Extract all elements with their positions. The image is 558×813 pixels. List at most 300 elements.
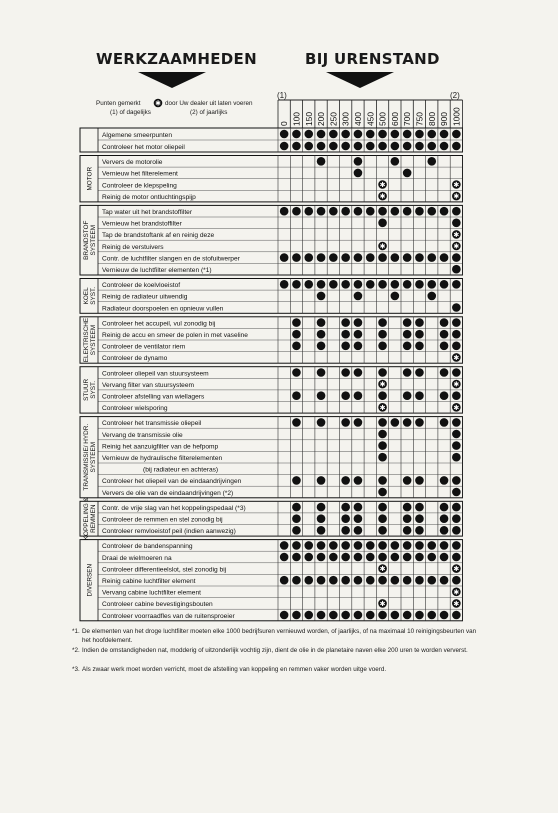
dot-mark [415,207,424,216]
dot-mark [280,541,289,550]
dot-mark [452,553,461,562]
task-label: Controleer wielsporing [102,405,168,413]
table-row [102,564,461,573]
dot-mark [427,207,436,216]
dot-mark [317,130,326,139]
table-row [102,611,461,620]
task-label: Controleer de dynamo [102,355,168,363]
hour-label-1000: 1000 [451,107,462,126]
task-label: Reinig de accu en smeer de polen in met vaseline [102,332,248,339]
dot-mark [452,219,461,228]
dot-mark [440,391,449,400]
dot-mark [354,391,363,400]
dot-mark [415,553,424,562]
dot-mark [452,391,461,400]
dot-mark [403,541,412,550]
dot-mark [391,292,400,301]
dot-mark [427,611,436,620]
dot-mark [391,142,400,151]
task-label: Vervang filter van stuursysteem [102,381,194,389]
dot-mark [452,488,461,497]
dot-mark [317,391,326,400]
dot-mark [403,503,412,512]
dot-mark [415,476,424,485]
table-row [102,441,461,450]
dot-mark [354,541,363,550]
dot-mark [452,503,461,512]
dot-mark [317,142,326,151]
dot-mark [427,280,436,289]
dot-mark [427,292,436,301]
group-transmissie-hydr-systeem [80,417,463,498]
dot-mark [403,280,412,289]
footnote-text: Indien de omstandigheden nat, modderig of uitzonderlijk vochtig zijn, dient de olie in de planetaire naven elke 200 uren te worden ververst. [82,647,468,655]
dot-mark [304,541,313,550]
task-label: Vernieuw het brandstoffilter [102,220,182,228]
dot-mark [378,280,387,289]
dot-mark [403,207,412,216]
dot-mark [378,526,387,535]
dot-mark [354,611,363,620]
table-row [102,318,461,327]
dot-mark [403,330,412,339]
task-label: Vervang de transmissie olie [102,431,183,439]
dot-mark [415,576,424,585]
table-row [102,476,461,485]
dot-mark [341,526,350,535]
table-row [102,353,461,362]
table-row [102,599,461,608]
dot-mark [391,553,400,562]
dot-mark [378,368,387,377]
dot-mark [415,503,424,512]
table-row [102,242,461,251]
dot-mark [415,330,424,339]
dot-mark [440,418,449,427]
task-label: Tap water uit het brandstoffilter [102,209,193,216]
dot-mark [304,130,313,139]
group-label: KOEL [83,287,90,305]
dot-mark [329,207,338,216]
task-label: Vernieuw de luchtfilter elementen (*1) [102,267,212,274]
dot-mark [378,253,387,262]
dot-mark [317,318,326,327]
footnote-mark: *3. [72,666,80,674]
dot-mark [427,157,436,166]
task-label: Controleer differentieelslot, stel zonodig bij [102,566,227,574]
dot-mark [354,418,363,427]
task-label: Controleer de klepspeling [102,182,177,190]
hour-label-700: 700 [402,112,413,126]
table-row [102,219,461,228]
dot-mark [317,526,326,535]
task-label: Controleer voorraadfles van de ruitensproeier [102,612,235,620]
dot-mark [452,207,461,216]
dot-mark [378,514,387,523]
dot-mark [440,541,449,550]
dot-mark [452,303,461,312]
dot-mark [415,280,424,289]
dot-mark [280,280,289,289]
dot-mark [452,265,461,274]
dot-mark [304,253,313,262]
dot-mark [292,207,301,216]
footnote [72,628,482,645]
dot-mark [341,418,350,427]
dot-mark [354,130,363,139]
dot-mark [452,441,461,450]
star-icon: ✱ [453,181,460,190]
dot-mark [366,541,375,550]
dot-mark [452,342,461,351]
table-row [102,418,461,427]
task-label: Controleer afstelling van wiellagers [102,393,205,401]
dot-mark [452,253,461,262]
dot-mark [452,476,461,485]
star-icon: ✱ [379,600,386,608]
task-label: Contr. de luchtfilter slangen en de stofuitwerper [102,255,240,263]
dot-mark [304,611,313,620]
dot-mark [292,391,301,400]
dot-mark [329,280,338,289]
dot-mark [354,553,363,562]
marker-2: (2) [450,91,460,100]
dot-mark [329,541,338,550]
dot-mark [317,280,326,289]
dot-mark [317,576,326,585]
group-label: SYSTEEM [90,224,97,256]
table-row [102,430,461,439]
dot-mark [354,292,363,301]
group-label: ELEKTRISCHE [83,317,90,363]
table-row [102,207,461,216]
dot-mark [354,280,363,289]
dot-mark [415,253,424,262]
dot-mark [391,130,400,139]
dot-mark [329,253,338,262]
dot-mark [341,391,350,400]
dot-mark [341,476,350,485]
dot-mark [403,576,412,585]
dot-mark [366,280,375,289]
task-label: Controleer de remmen en stel zonodig bij [102,516,223,524]
dot-mark [378,330,387,339]
dot-mark [354,476,363,485]
dot-mark [391,207,400,216]
dot-mark [415,391,424,400]
dot-mark [354,318,363,327]
dot-mark [341,514,350,523]
task-label: Ververs de olie van de eindaandrijvingen (*2) [102,489,234,497]
dot-mark [440,142,449,151]
dot-mark [341,342,350,351]
footnote-mark: *1. [72,628,80,636]
star-icon: ✱ [453,380,460,389]
group-koppeling-remmen [80,496,463,540]
dot-mark [440,476,449,485]
dot-mark [354,207,363,216]
star-icon: ✱ [379,380,386,389]
table-row [102,157,436,166]
group-label: SYSTEEM [90,441,97,473]
table-row [102,391,461,400]
table-row [102,541,461,550]
dot-mark [354,253,363,262]
table-row [102,292,436,301]
task-label: Controleer oliepeil van stuursysteem [102,370,209,378]
dot-mark [403,368,412,377]
group-label: BRANDSTOF [83,220,90,260]
task-label: Controleer cabine bevestigingsbouten [102,601,213,609]
dot-mark [292,553,301,562]
dot-mark [329,576,338,585]
task-label: Algemene smeerpunten [102,132,173,139]
dot-mark [292,576,301,585]
dot-mark [378,207,387,216]
dot-mark [427,541,436,550]
dot-mark [440,526,449,535]
task-label: Controleer de koelvloeistof [102,282,181,290]
group-stuur-syst- [80,367,463,413]
dot-mark [403,169,412,178]
dot-mark [317,368,326,377]
star-icon: ✱ [453,565,460,574]
footnote-text: Als zwaar werk moet worden verricht, moet de afstelling van koppeling en remmen vaker worden uitge voerd. [82,666,387,674]
dot-mark [440,280,449,289]
group-label: KOPPELING & [83,497,90,541]
dot-mark [292,514,301,523]
star-icon: ✱ [453,242,460,251]
dot-mark [378,318,387,327]
dot-mark [415,526,424,535]
dot-mark [292,342,301,351]
dot-mark [440,503,449,512]
table-row [102,368,461,377]
dot-mark [378,611,387,620]
dot-mark [391,418,400,427]
dot-mark [304,576,313,585]
dot-mark [317,292,326,301]
dot-mark [403,342,412,351]
table-row [102,514,461,523]
dot-mark [440,553,449,562]
dot-mark [440,514,449,523]
dot-mark [341,318,350,327]
task-label: Contr. de vrije slag van het koppelingspedaal (*3) [102,504,246,512]
table-row [102,330,461,339]
footnote [72,666,482,674]
marker-1: (1) [277,91,287,100]
dot-mark [427,253,436,262]
dot-mark [280,253,289,262]
dot-mark [415,611,424,620]
dot-mark [280,142,289,151]
dot-mark [317,418,326,427]
hour-label-500: 500 [377,112,388,126]
dot-mark [366,207,375,216]
group-motor [80,156,463,202]
star-icon: ✱ [453,192,460,201]
table-row [102,453,461,462]
group-koel-syst- [80,279,463,314]
dot-mark [440,611,449,620]
dot-mark [317,157,326,166]
dot-mark [427,553,436,562]
dot-mark [403,476,412,485]
group-elektrische-systeem [80,317,463,363]
dot-mark [403,391,412,400]
dot-mark [292,130,301,139]
hour-label-300: 300 [340,112,351,126]
dot-mark [378,219,387,228]
dot-mark [341,553,350,562]
task-label: Reinig de radiateur uitwendig [102,293,188,301]
table-row [102,303,461,312]
dot-mark [378,418,387,427]
dot-mark [427,142,436,151]
group-label: REMMEN [90,504,97,533]
star-icon: ✱ [379,403,386,412]
star-icon: ✱ [379,192,386,201]
dot-mark [329,142,338,151]
hour-label-600: 600 [389,112,400,126]
dot-mark [403,318,412,327]
dot-mark [317,514,326,523]
dot-mark [391,157,400,166]
hour-label-250: 250 [328,112,339,126]
hour-label-800: 800 [426,112,437,126]
dot-mark [440,330,449,339]
header-werkzaamheden: WERKZAAMHEDEN [96,50,257,68]
star-icon: ✱ [379,242,386,251]
task-label: Controleer het accupeil, vul zonodig bij [102,320,216,328]
table-row [102,553,461,562]
star-icon: ✱ [379,565,386,574]
dot-mark [341,130,350,139]
dot-mark [304,553,313,562]
dot-mark [378,441,387,450]
hour-label-0: 0 [279,121,290,126]
dot-mark [452,368,461,377]
dot-mark [415,130,424,139]
dot-mark [292,142,301,151]
dot-mark [452,576,461,585]
dot-mark [292,541,301,550]
task-label: Vervang cabine luchtfilter element [102,589,201,597]
dot-mark [452,541,461,550]
dot-mark [378,541,387,550]
dot-mark [378,553,387,562]
table-row [102,503,461,512]
dot-mark [403,526,412,535]
hour-label-900: 900 [439,112,450,126]
dot-mark [440,253,449,262]
dot-mark [317,330,326,339]
dot-mark [452,130,461,139]
dot-mark [427,576,436,585]
task-label: Reinig de verstuivers [102,243,164,251]
dot-mark [354,514,363,523]
dot-mark [403,418,412,427]
dot-mark [317,253,326,262]
dot-mark [378,453,387,462]
dot-mark [292,611,301,620]
footnote [72,647,482,655]
table-row [102,403,461,412]
dot-mark [292,476,301,485]
task-label: Controleer het transmissie oliepeil [102,420,202,428]
dot-mark [304,142,313,151]
table-row [102,130,461,139]
table-row [102,169,411,178]
dot-mark [452,611,461,620]
legend-line2a: (1) of dagelijks [110,109,151,116]
dot-mark [304,280,313,289]
dot-mark [415,142,424,151]
group-brandstof-systeem [80,205,463,275]
dot-mark [378,342,387,351]
dot-mark [354,342,363,351]
svg-text:✱: ✱ [155,99,161,108]
dot-mark [440,342,449,351]
dot-mark [378,430,387,439]
group-label: SYST. [90,287,97,305]
dot-mark [366,253,375,262]
dot-mark [354,142,363,151]
dot-mark [440,318,449,327]
dot-mark [440,368,449,377]
dot-mark [415,541,424,550]
legend-line1a: Punten gemerkt [96,100,141,107]
dot-mark [415,514,424,523]
star-icon: ✱ [453,588,460,597]
group-general [80,128,463,152]
legend-line1b: door Uw dealer uit laten voeren [165,100,253,107]
dot-mark [378,576,387,585]
star-icon: ✱ [453,403,460,412]
dot-mark [292,368,301,377]
task-label: Radiateur doorspoelen en opnieuw vullen [102,305,224,313]
table-row [143,467,218,474]
star-icon: ✱ [453,231,460,239]
task-label: Vernieuw de hydraulische filterelementen [102,455,223,462]
footnote-text: De elementen van het droge luchtfilter moeten elke 1000 bedrijfsuren vernieuwd worden, of jaarlijks, of na maximaal 10 reinigingsbeurten van het hoofdelement. [82,628,477,644]
dot-mark [366,576,375,585]
task-label: Reinig de motor ontluchtingspijp [102,193,196,201]
dot-mark [452,514,461,523]
task-label: Draai de wielmoeren na [102,554,172,562]
task-label: (bij radiateur en achteras) [143,466,219,474]
dot-mark [292,418,301,427]
dot-mark [366,130,375,139]
dot-mark [354,503,363,512]
dot-mark [280,553,289,562]
dot-mark [329,553,338,562]
group-label: SYSTEEM [90,324,97,356]
dot-mark [452,453,461,462]
dot-mark [403,611,412,620]
dot-mark [317,342,326,351]
group-label: STUUR [83,378,90,401]
dot-mark [391,611,400,620]
group-label: MOTOR [86,166,94,191]
dot-mark [391,253,400,262]
table-row [102,576,461,585]
dot-mark [378,130,387,139]
dot-mark [354,368,363,377]
table-row [102,488,461,497]
dot-mark [452,330,461,339]
